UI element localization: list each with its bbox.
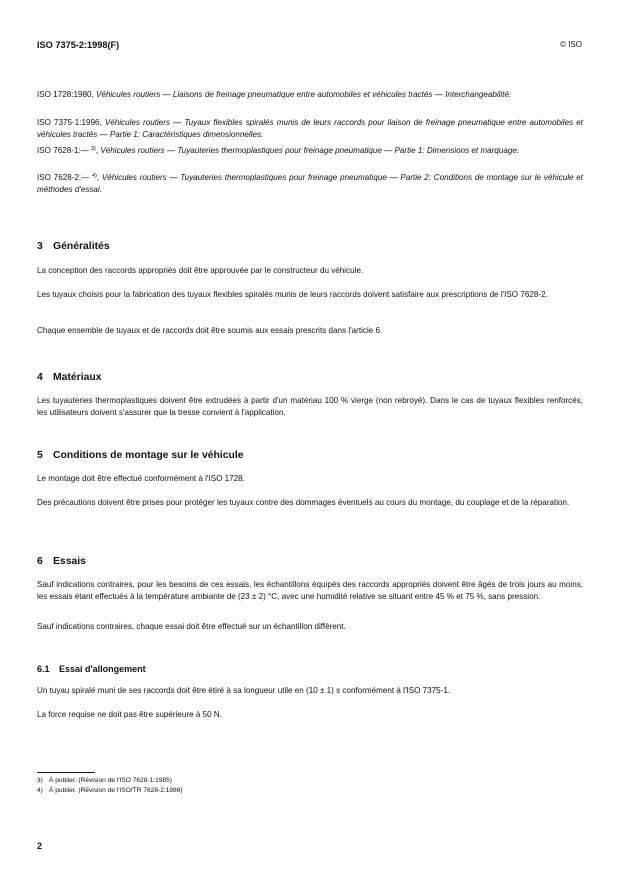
section-number: 6.1 xyxy=(37,664,50,674)
reference-item xyxy=(37,117,583,140)
footnote xyxy=(37,776,172,785)
page-number: 2 xyxy=(37,841,43,851)
paragraph: Des précautions doivent être prises pour protéger les tuyaux contre des dommages éventuels au cours du montage, du couplage et de la réparation. xyxy=(37,498,570,507)
section-heading xyxy=(37,372,102,384)
reference-item: ISO 7628-2:— $^{4)}$, Véhicules routiers — Tuyauteries thermoplastiques pour freinage pneumatique — Partie 2: Conditions de montage sur le véhicule et méthodes d'essai. xyxy=(37,173,583,194)
paragraph: Sauf indications contraires, pour les besoins de ces essais, les échantillons équipés des raccords appropriés doivent être âgés de trois jours au moins, les essais étant effectués à la température ambiante de (23 ± 2) °C, avec une humidité relative se situant entre 45 % et 75 %, sans pression. xyxy=(37,580,583,601)
section-number: 6 xyxy=(37,556,43,567)
section-number: 3 xyxy=(37,241,43,252)
section-heading xyxy=(37,556,86,568)
footnote-ref[interactable]: 4) xyxy=(91,173,97,179)
footnote-text: À publier. (Révision de l'ISO/TR 7628-2:1986) xyxy=(49,787,183,794)
footnote-mark: 4) xyxy=(37,787,43,794)
footnote-divider xyxy=(37,772,95,773)
reference-item xyxy=(37,89,583,101)
section-title: Essais xyxy=(53,556,86,567)
copyright: © ISO xyxy=(560,40,582,49)
reference-code: ISO 7628-1:— xyxy=(37,146,91,155)
reference-title: Véhicules routiers — Liaisons de freinage pneumatique entre automobiles et véhicules tractés — Interchangeabilité. xyxy=(95,90,512,99)
paragraph: Les tuyauteries thermoplastiques doivent être extrudées à partir d'un matériau 100 % vierge (non rebroyé). Dans le cas de tuyaux flexibles renforcés, les utilisateurs doivent s'assurer que la tresse convient à l'application. xyxy=(37,396,583,417)
paragraph: Les tuyaux choisis pour la fabrication des tuyaux flexibles spiralés munis de leurs raccords doivent satisfaire aux prescriptions de l'ISO 7628-2. xyxy=(37,290,548,299)
paragraph: Chaque ensemble de tuyaux et de raccords doit être soumis aux essais prescrits dans l'article 6. xyxy=(37,326,383,335)
reference-title: Véhicules routiers — Tuyaux flexibles spiralés munis de leurs raccords pour liaison de freinage pneumatique entre automobiles et véhicules tractés — Partie 1: Caractéristiques dimensionnelles. xyxy=(37,118,583,139)
footnote-text: À publier. (Révision de l'ISO 7628-1:1985) xyxy=(49,777,172,784)
reference-code: ISO 1728:1980, xyxy=(37,90,96,99)
section-heading xyxy=(37,241,110,253)
section-title: Matériaux xyxy=(53,372,102,383)
reference-code: ISO 7375-1:1996, xyxy=(37,118,105,127)
paragraph: Le montage doit être effectué conformément à l'ISO 1728. xyxy=(37,474,245,483)
reference-title: Véhicules routiers — Tuyauteries thermoplastiques pour freinage pneumatique — Partie 2: Conditions de montage sur le véhicule et méthodes d'essai. xyxy=(37,173,583,194)
footnote-ref[interactable]: 3) xyxy=(91,146,96,152)
paragraph: Un tuyau spiralé muni de ses raccords doit être étiré à sa longueur utile en (10 ± 1) s conformément à l'ISO 7375-1. xyxy=(37,686,451,695)
footnote-mark: 3) xyxy=(37,777,43,784)
section-title: Essai d'allongement xyxy=(59,664,146,674)
paragraph: La force requise ne doit pas être supérieure à 50 N. xyxy=(37,710,222,719)
document-id: ISO 7375-2:1998(F) xyxy=(37,40,120,50)
reference-title: Véhicules routiers — Tuyauteries thermoplastiques pour freinage pneumatique — Partie 1: Dimensions et marquage. xyxy=(100,146,520,155)
section-number: 5 xyxy=(37,450,43,461)
section-heading xyxy=(37,450,244,462)
section-title: Généralités xyxy=(53,241,110,252)
reference-item: ISO 7628-1:— $^{3)}$, Véhicules routiers — Tuyauteries thermoplastiques pour freinage pneumatique — Partie 1: Dimensions et marquage. xyxy=(37,146,520,155)
footnote xyxy=(37,786,183,795)
section-number: 4 xyxy=(37,372,43,383)
paragraph: Sauf indications contraires, chaque essai doit être effectué sur un échantillon différent. xyxy=(37,622,346,631)
subsection-heading xyxy=(37,663,146,675)
section-title: Conditions de montage sur le véhicule xyxy=(53,450,244,461)
paragraph: La conception des raccords appropriés doit être approuvée par le constructeur du véhicule. xyxy=(37,266,364,275)
reference-code: ISO 7628-2:— xyxy=(37,173,92,182)
